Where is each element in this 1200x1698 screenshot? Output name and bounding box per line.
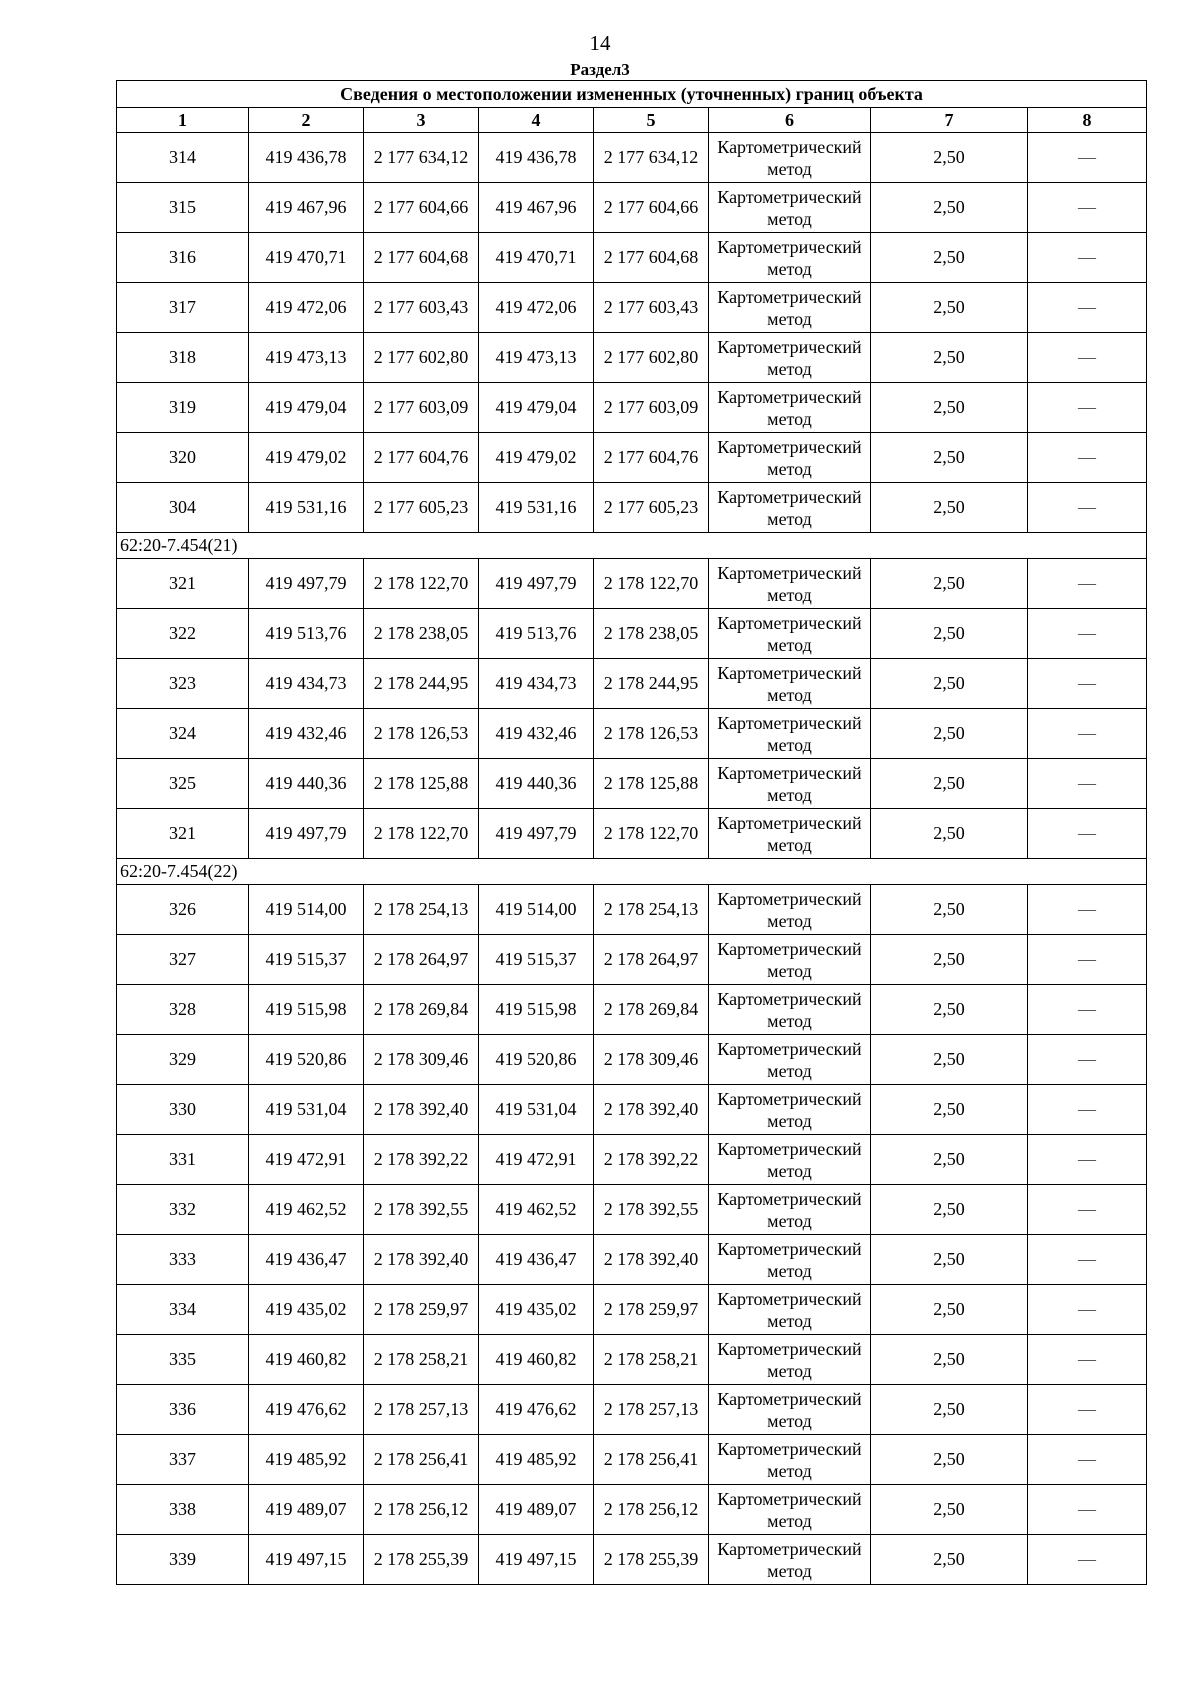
- table-caption: Сведения о местоположении измененных (уточненных) границ объекта: [117, 81, 1147, 108]
- cell-new-x: 419 497,79: [479, 809, 594, 859]
- table-row: [117, 809, 1147, 859]
- cell-note: —: [1028, 1035, 1147, 1085]
- cell-old-y: 2 178 256,41: [364, 1435, 479, 1485]
- cell-accuracy: 2,50: [871, 1235, 1028, 1285]
- cell-accuracy: 2,50: [871, 1485, 1028, 1535]
- column-number: 6: [709, 108, 871, 133]
- cell-accuracy: 2,50: [871, 1085, 1028, 1135]
- cell-new-x: 419 460,82: [479, 1335, 594, 1385]
- table-row: [117, 183, 1147, 233]
- cell-point-number: 316: [117, 233, 249, 283]
- cell-note: —: [1028, 1185, 1147, 1235]
- cell-old-y: 2 177 603,09: [364, 383, 479, 433]
- cell-point-number: 329: [117, 1035, 249, 1085]
- cell-new-y: 2 178 238,05: [594, 609, 709, 659]
- cell-method: Картометрический метод: [709, 433, 871, 483]
- cell-accuracy: 2,50: [871, 183, 1028, 233]
- cell-new-x: 419 472,06: [479, 283, 594, 333]
- cell-note: —: [1028, 709, 1147, 759]
- group-cadastral-number: 62:20-7.454(21): [117, 533, 1147, 559]
- cell-accuracy: 2,50: [871, 809, 1028, 859]
- cell-new-y: 2 178 258,21: [594, 1335, 709, 1385]
- cell-new-y: 2 178 264,97: [594, 935, 709, 985]
- cell-old-y: 2 178 258,21: [364, 1335, 479, 1385]
- cell-method: Картометрический метод: [709, 1335, 871, 1385]
- cell-old-y: 2 178 238,05: [364, 609, 479, 659]
- cell-old-y: 2 178 126,53: [364, 709, 479, 759]
- cell-method: Картометрический метод: [709, 659, 871, 709]
- cell-point-number: 314: [117, 133, 249, 183]
- table-row: [117, 1435, 1147, 1485]
- cell-old-x: 419 472,06: [249, 283, 364, 333]
- cell-note: —: [1028, 133, 1147, 183]
- cell-old-y: 2 178 122,70: [364, 559, 479, 609]
- cell-method: Картометрический метод: [709, 333, 871, 383]
- cell-old-y: 2 178 255,39: [364, 1535, 479, 1585]
- cell-accuracy: 2,50: [871, 1535, 1028, 1585]
- cell-note: —: [1028, 609, 1147, 659]
- table-row: [117, 1085, 1147, 1135]
- cell-new-x: 419 489,07: [479, 1485, 594, 1535]
- table-row: [117, 383, 1147, 433]
- cell-new-x: 419 470,71: [479, 233, 594, 283]
- cell-accuracy: 2,50: [871, 885, 1028, 935]
- table-row: [117, 283, 1147, 333]
- cell-new-x: 419 473,13: [479, 333, 594, 383]
- cell-accuracy: 2,50: [871, 333, 1028, 383]
- cell-accuracy: 2,50: [871, 383, 1028, 433]
- cell-new-y: 2 178 269,84: [594, 985, 709, 1035]
- cell-method: Картометрический метод: [709, 1135, 871, 1185]
- cell-new-x: 419 432,46: [479, 709, 594, 759]
- cell-point-number: 324: [117, 709, 249, 759]
- cell-note: —: [1028, 183, 1147, 233]
- cell-old-x: 419 440,36: [249, 759, 364, 809]
- cell-old-y: 2 178 257,13: [364, 1385, 479, 1435]
- cell-method: Картометрический метод: [709, 1285, 871, 1335]
- table-row: [117, 1135, 1147, 1185]
- cell-accuracy: 2,50: [871, 1135, 1028, 1185]
- cell-old-x: 419 470,71: [249, 233, 364, 283]
- cell-old-x: 419 432,46: [249, 709, 364, 759]
- cell-method: Картометрический метод: [709, 1185, 871, 1235]
- cell-new-y: 2 178 392,40: [594, 1085, 709, 1135]
- cell-note: —: [1028, 483, 1147, 533]
- cell-old-y: 2 178 122,70: [364, 809, 479, 859]
- cell-new-y: 2 178 126,53: [594, 709, 709, 759]
- table-row: [117, 333, 1147, 383]
- cell-new-x: 419 436,47: [479, 1235, 594, 1285]
- cell-new-x: 419 485,92: [479, 1435, 594, 1485]
- table-row: [117, 483, 1147, 533]
- table-row: [117, 935, 1147, 985]
- cell-point-number: 325: [117, 759, 249, 809]
- cell-point-number: 338: [117, 1485, 249, 1535]
- cell-new-x: 419 479,04: [479, 383, 594, 433]
- column-number: 3: [364, 108, 479, 133]
- cell-note: —: [1028, 1285, 1147, 1335]
- cell-method: Картометрический метод: [709, 1435, 871, 1485]
- table-row: [117, 1335, 1147, 1385]
- cell-point-number: 304: [117, 483, 249, 533]
- cell-method: Картометрический метод: [709, 233, 871, 283]
- cell-new-x: 419 497,15: [479, 1535, 594, 1585]
- column-number: 2: [249, 108, 364, 133]
- cell-old-x: 419 460,82: [249, 1335, 364, 1385]
- cell-note: —: [1028, 985, 1147, 1035]
- table-row: [117, 233, 1147, 283]
- cell-note: —: [1028, 383, 1147, 433]
- cell-note: —: [1028, 559, 1147, 609]
- cell-old-x: 419 489,07: [249, 1485, 364, 1535]
- cell-old-y: 2 177 604,66: [364, 183, 479, 233]
- cell-point-number: 321: [117, 559, 249, 609]
- cell-note: —: [1028, 1135, 1147, 1185]
- cell-old-x: 419 472,91: [249, 1135, 364, 1185]
- group-header-row: [117, 533, 1147, 559]
- cell-point-number: 322: [117, 609, 249, 659]
- cell-old-x: 419 436,47: [249, 1235, 364, 1285]
- cell-accuracy: 2,50: [871, 935, 1028, 985]
- cell-accuracy: 2,50: [871, 559, 1028, 609]
- cell-new-x: 419 479,02: [479, 433, 594, 483]
- cell-old-y: 2 178 254,13: [364, 885, 479, 935]
- column-number: 5: [594, 108, 709, 133]
- cell-point-number: 333: [117, 1235, 249, 1285]
- cell-note: —: [1028, 885, 1147, 935]
- cell-new-x: 419 472,91: [479, 1135, 594, 1185]
- cell-point-number: 321: [117, 809, 249, 859]
- cell-point-number: 332: [117, 1185, 249, 1235]
- table-row: [117, 433, 1147, 483]
- cell-new-y: 2 178 257,13: [594, 1385, 709, 1435]
- cell-note: —: [1028, 1535, 1147, 1585]
- cell-method: Картометрический метод: [709, 483, 871, 533]
- cell-point-number: 323: [117, 659, 249, 709]
- cell-old-x: 419 497,15: [249, 1535, 364, 1585]
- cell-accuracy: 2,50: [871, 1035, 1028, 1085]
- cell-point-number: 334: [117, 1285, 249, 1335]
- cell-new-x: 419 497,79: [479, 559, 594, 609]
- cell-method: Картометрический метод: [709, 1085, 871, 1135]
- cell-new-x: 419 434,73: [479, 659, 594, 709]
- cell-point-number: 330: [117, 1085, 249, 1135]
- cell-old-y: 2 178 256,12: [364, 1485, 479, 1535]
- cell-method: Картометрический метод: [709, 1235, 871, 1285]
- cell-method: Картометрический метод: [709, 1035, 871, 1085]
- table-row: [117, 1235, 1147, 1285]
- cell-new-y: 2 177 604,76: [594, 433, 709, 483]
- cell-old-y: 2 178 392,22: [364, 1135, 479, 1185]
- cell-new-y: 2 177 604,68: [594, 233, 709, 283]
- table-row: [117, 1385, 1147, 1435]
- table-row: [117, 1185, 1147, 1235]
- cell-note: —: [1028, 1385, 1147, 1435]
- cell-new-x: 419 513,76: [479, 609, 594, 659]
- cell-old-x: 419 514,00: [249, 885, 364, 935]
- cell-old-x: 419 515,37: [249, 935, 364, 985]
- cell-old-x: 419 462,52: [249, 1185, 364, 1235]
- cell-new-y: 2 177 603,43: [594, 283, 709, 333]
- cell-accuracy: 2,50: [871, 433, 1028, 483]
- cell-old-y: 2 177 605,23: [364, 483, 479, 533]
- cell-accuracy: 2,50: [871, 659, 1028, 709]
- cell-old-y: 2 178 392,40: [364, 1235, 479, 1285]
- cell-old-y: 2 178 244,95: [364, 659, 479, 709]
- cell-accuracy: 2,50: [871, 1435, 1028, 1485]
- cell-new-y: 2 178 392,22: [594, 1135, 709, 1185]
- cell-note: —: [1028, 1335, 1147, 1385]
- cell-old-x: 419 476,62: [249, 1385, 364, 1435]
- cell-old-y: 2 178 269,84: [364, 985, 479, 1035]
- cell-new-x: 419 514,00: [479, 885, 594, 935]
- cell-method: Картометрический метод: [709, 885, 871, 935]
- cell-old-x: 419 485,92: [249, 1435, 364, 1485]
- cell-old-y: 2 177 602,80: [364, 333, 479, 383]
- cell-old-x: 419 497,79: [249, 559, 364, 609]
- cell-method: Картометрический метод: [709, 759, 871, 809]
- cell-point-number: 315: [117, 183, 249, 233]
- cell-point-number: 327: [117, 935, 249, 985]
- cell-new-y: 2 178 392,40: [594, 1235, 709, 1285]
- cell-old-y: 2 178 259,97: [364, 1285, 479, 1335]
- table-row: [117, 1285, 1147, 1335]
- cell-new-y: 2 178 256,41: [594, 1435, 709, 1485]
- cell-new-y: 2 178 259,97: [594, 1285, 709, 1335]
- cell-new-y: 2 178 244,95: [594, 659, 709, 709]
- cell-new-x: 419 462,52: [479, 1185, 594, 1235]
- table-row: [117, 1035, 1147, 1085]
- cell-old-y: 2 177 634,12: [364, 133, 479, 183]
- cell-accuracy: 2,50: [871, 233, 1028, 283]
- cell-point-number: 335: [117, 1335, 249, 1385]
- cell-old-y: 2 178 392,40: [364, 1085, 479, 1135]
- column-number-row: [117, 108, 1147, 133]
- cell-new-y: 2 177 634,12: [594, 133, 709, 183]
- cell-method: Картометрический метод: [709, 1485, 871, 1535]
- cell-note: —: [1028, 759, 1147, 809]
- column-number: 4: [479, 108, 594, 133]
- cell-note: —: [1028, 333, 1147, 383]
- cell-note: —: [1028, 283, 1147, 333]
- cell-old-x: 419 513,76: [249, 609, 364, 659]
- cell-old-x: 419 467,96: [249, 183, 364, 233]
- cell-old-x: 419 497,79: [249, 809, 364, 859]
- cell-new-y: 2 178 309,46: [594, 1035, 709, 1085]
- cell-old-x: 419 479,04: [249, 383, 364, 433]
- cell-old-x: 419 531,16: [249, 483, 364, 533]
- group-cadastral-number: 62:20-7.454(22): [117, 859, 1147, 885]
- cell-new-x: 419 515,37: [479, 935, 594, 985]
- cell-old-x: 419 434,73: [249, 659, 364, 709]
- cell-new-y: 2 178 125,88: [594, 759, 709, 809]
- boundary-coordinates-table: [116, 80, 1147, 1585]
- cell-old-y: 2 177 604,76: [364, 433, 479, 483]
- cell-method: Картометрический метод: [709, 283, 871, 333]
- cell-accuracy: 2,50: [871, 283, 1028, 333]
- cell-new-y: 2 178 122,70: [594, 559, 709, 609]
- cell-point-number: 328: [117, 985, 249, 1035]
- cell-note: —: [1028, 233, 1147, 283]
- cell-accuracy: 2,50: [871, 483, 1028, 533]
- cell-accuracy: 2,50: [871, 609, 1028, 659]
- table-row: [117, 659, 1147, 709]
- cell-note: —: [1028, 1235, 1147, 1285]
- cell-point-number: 337: [117, 1435, 249, 1485]
- group-header-row: [117, 859, 1147, 885]
- cell-point-number: 339: [117, 1535, 249, 1585]
- cell-new-x: 419 436,78: [479, 133, 594, 183]
- table-row: [117, 885, 1147, 935]
- section-title: Раздел3: [570, 60, 630, 79]
- table-row: [117, 985, 1147, 1035]
- cell-new-y: 2 178 254,13: [594, 885, 709, 935]
- table-body: [117, 133, 1147, 1585]
- cell-old-y: 2 178 392,55: [364, 1185, 479, 1235]
- cell-old-y: 2 178 309,46: [364, 1035, 479, 1085]
- cell-point-number: 331: [117, 1135, 249, 1185]
- cell-new-x: 419 435,02: [479, 1285, 594, 1335]
- table-row: [117, 1485, 1147, 1535]
- cell-old-y: 2 177 604,68: [364, 233, 479, 283]
- column-number: 1: [117, 108, 249, 133]
- cell-method: Картометрический метод: [709, 1385, 871, 1435]
- cell-old-y: 2 178 125,88: [364, 759, 479, 809]
- cell-old-y: 2 177 603,43: [364, 283, 479, 333]
- cell-point-number: 317: [117, 283, 249, 333]
- cell-old-x: 419 520,86: [249, 1035, 364, 1085]
- cell-method: Картометрический метод: [709, 609, 871, 659]
- cell-new-x: 419 467,96: [479, 183, 594, 233]
- table-row: [117, 1535, 1147, 1585]
- cell-old-x: 419 515,98: [249, 985, 364, 1035]
- cell-new-y: 2 177 605,23: [594, 483, 709, 533]
- table-row: [117, 133, 1147, 183]
- cell-method: Картометрический метод: [709, 809, 871, 859]
- cell-new-x: 419 531,04: [479, 1085, 594, 1135]
- cell-method: Картометрический метод: [709, 935, 871, 985]
- cell-note: —: [1028, 809, 1147, 859]
- cell-old-x: 419 479,02: [249, 433, 364, 483]
- cell-accuracy: 2,50: [871, 133, 1028, 183]
- cell-new-x: 419 531,16: [479, 483, 594, 533]
- cell-old-x: 419 436,78: [249, 133, 364, 183]
- cell-method: Картометрический метод: [709, 985, 871, 1035]
- cell-accuracy: 2,50: [871, 985, 1028, 1035]
- cell-old-x: 419 435,02: [249, 1285, 364, 1335]
- column-number: 8: [1028, 108, 1147, 133]
- cell-old-x: 419 473,13: [249, 333, 364, 383]
- table-row: [117, 559, 1147, 609]
- cell-accuracy: 2,50: [871, 1335, 1028, 1385]
- cell-note: —: [1028, 1485, 1147, 1535]
- table-row: [117, 709, 1147, 759]
- cell-note: —: [1028, 935, 1147, 985]
- cell-note: —: [1028, 659, 1147, 709]
- cell-note: —: [1028, 433, 1147, 483]
- column-number: 7: [871, 108, 1028, 133]
- cell-new-x: 419 440,36: [479, 759, 594, 809]
- cell-new-x: 419 515,98: [479, 985, 594, 1035]
- page-number: 14: [589, 31, 611, 55]
- cell-point-number: 318: [117, 333, 249, 383]
- cell-new-y: 2 178 255,39: [594, 1535, 709, 1585]
- cell-new-x: 419 520,86: [479, 1035, 594, 1085]
- cell-new-y: 2 177 602,80: [594, 333, 709, 383]
- cell-new-y: 2 178 392,55: [594, 1185, 709, 1235]
- cell-method: Картометрический метод: [709, 709, 871, 759]
- cell-new-x: 419 476,62: [479, 1385, 594, 1435]
- cell-old-y: 2 178 264,97: [364, 935, 479, 985]
- cell-accuracy: 2,50: [871, 759, 1028, 809]
- table-row: [117, 759, 1147, 809]
- cell-new-y: 2 178 256,12: [594, 1485, 709, 1535]
- cell-method: Картометрический метод: [709, 183, 871, 233]
- cell-accuracy: 2,50: [871, 1185, 1028, 1235]
- cell-accuracy: 2,50: [871, 1285, 1028, 1335]
- cell-note: —: [1028, 1085, 1147, 1135]
- cell-note: —: [1028, 1435, 1147, 1485]
- cell-point-number: 320: [117, 433, 249, 483]
- cell-point-number: 336: [117, 1385, 249, 1435]
- cell-new-y: 2 177 604,66: [594, 183, 709, 233]
- cell-accuracy: 2,50: [871, 1385, 1028, 1435]
- table-row: [117, 609, 1147, 659]
- cell-method: Картометрический метод: [709, 383, 871, 433]
- cell-method: Картометрический метод: [709, 133, 871, 183]
- cell-new-y: 2 178 122,70: [594, 809, 709, 859]
- cell-method: Картометрический метод: [709, 1535, 871, 1585]
- cell-old-x: 419 531,04: [249, 1085, 364, 1135]
- cell-point-number: 319: [117, 383, 249, 433]
- cell-point-number: 326: [117, 885, 249, 935]
- cell-accuracy: 2,50: [871, 709, 1028, 759]
- cell-new-y: 2 177 603,09: [594, 383, 709, 433]
- cell-method: Картометрический метод: [709, 559, 871, 609]
